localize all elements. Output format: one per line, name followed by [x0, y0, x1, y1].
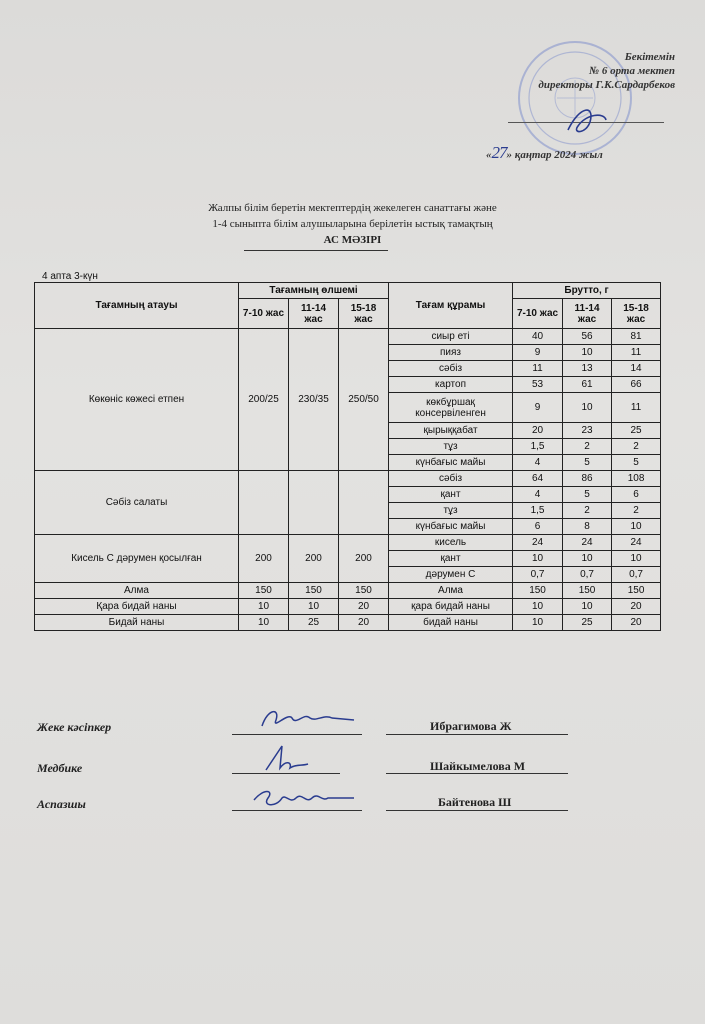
dish-name-cell: Кисель С дәрумен қосылған	[35, 535, 239, 583]
brutto-cell: 1,5	[513, 439, 563, 455]
brutto-cell: 5	[563, 455, 612, 471]
header-brutto-age1: 7-10 жас	[513, 299, 563, 329]
portion-cell: 200	[339, 535, 389, 583]
signature-name-entrepreneur: Ибрагимова Ж	[430, 719, 512, 733]
brutto-cell: 1,5	[513, 503, 563, 519]
brutto-cell: 20	[612, 599, 661, 615]
brutto-cell: 13	[563, 361, 612, 377]
table-row	[35, 471, 661, 487]
ingredient-cell: сиыр еті	[389, 329, 513, 345]
signature-entrepreneur	[258, 704, 358, 734]
signature-role-entrepreneur: Жеке кәсіпкер	[37, 720, 112, 734]
portion-cell: 20	[339, 599, 389, 615]
brutto-cell: 11	[513, 361, 563, 377]
brutto-cell: 0,7	[513, 567, 563, 583]
header-dish-name: Тағамның атауы	[35, 283, 239, 329]
ingredient-cell: қант	[389, 487, 513, 503]
portion-cell: 250/50	[339, 329, 389, 471]
brutto-cell: 24	[513, 535, 563, 551]
brutto-cell: 5	[612, 455, 661, 471]
ingredient-cell: қант	[389, 551, 513, 567]
brutto-cell: 53	[513, 377, 563, 393]
name-line-entrepreneur	[386, 734, 568, 735]
brutto-cell: 10	[513, 599, 563, 615]
ingredient-cell: қырыққабат	[389, 423, 513, 439]
brutto-cell: 6	[513, 519, 563, 535]
portion-cell: 20	[339, 615, 389, 631]
table-row	[35, 329, 661, 345]
brutto-cell: 20	[612, 615, 661, 631]
brutto-cell: 150	[513, 583, 563, 599]
brutto-cell: 25	[612, 423, 661, 439]
ingredient-cell: тұз	[389, 503, 513, 519]
brutto-cell: 66	[612, 377, 661, 393]
approval-line-3: директоры Г.К.Сардарбеков	[538, 79, 675, 91]
portion-cell	[289, 471, 339, 535]
ingredient-cell: пияз	[389, 345, 513, 361]
brutto-cell: 10	[612, 519, 661, 535]
brutto-cell: 10	[513, 551, 563, 567]
portion-cell	[239, 471, 289, 535]
brutto-cell: 10	[563, 393, 612, 423]
signature-role-nurse: Медбике	[37, 761, 83, 775]
dish-name-cell: Сәбіз салаты	[35, 471, 239, 535]
approval-date: «27» қаңтар 2024 жыл	[486, 143, 603, 162]
portion-cell	[339, 471, 389, 535]
portion-cell: 200/25	[239, 329, 289, 471]
approval-line-1: Бекітемін	[624, 51, 675, 63]
signature-line-entrepreneur	[232, 734, 362, 735]
brutto-cell: 8	[563, 519, 612, 535]
brutto-cell: 61	[563, 377, 612, 393]
brutto-cell: 40	[513, 329, 563, 345]
ingredient-cell: кисель	[389, 535, 513, 551]
signature-name-cook: Байтенова Ш	[438, 795, 512, 809]
brutto-cell: 10	[563, 551, 612, 567]
ingredient-cell: Алма	[389, 583, 513, 599]
brutto-cell: 4	[513, 455, 563, 471]
approval-date-day: 27	[491, 143, 507, 162]
header-portion: Тағамның өлшемі	[239, 283, 389, 299]
brutto-cell: 2	[612, 503, 661, 519]
brutto-cell: 10	[513, 615, 563, 631]
brutto-cell: 81	[612, 329, 661, 345]
brutto-cell: 56	[563, 329, 612, 345]
ingredient-cell: күнбағыс майы	[389, 455, 513, 471]
table-row	[35, 599, 661, 615]
ingredient-cell: бидай наны	[389, 615, 513, 631]
portion-cell: 10	[289, 599, 339, 615]
header-portion-age3: 15-18 жас	[339, 299, 389, 329]
portion-cell: 200	[239, 535, 289, 583]
brutto-cell: 11	[612, 393, 661, 423]
name-line-cook	[386, 810, 568, 811]
brutto-cell: 10	[563, 345, 612, 361]
approval-block	[505, 50, 675, 92]
menu-table-body	[35, 329, 661, 631]
brutto-cell: 6	[612, 487, 661, 503]
title-underline	[244, 250, 388, 251]
portion-cell: 10	[239, 615, 289, 631]
brutto-cell: 150	[612, 583, 661, 599]
ingredient-cell: көкбұршақ консервіленген	[389, 393, 513, 423]
brutto-cell: 9	[513, 393, 563, 423]
ingredient-cell: тұз	[389, 439, 513, 455]
brutto-cell: 64	[513, 471, 563, 487]
ingredient-cell: сәбіз	[389, 471, 513, 487]
brutto-cell: 24	[612, 535, 661, 551]
brutto-cell: 150	[563, 583, 612, 599]
brutto-cell: 10	[563, 599, 612, 615]
brutto-cell: 23	[563, 423, 612, 439]
page-title: АС МӘЗІРІ	[323, 234, 382, 246]
signature-role-cook: Аспазшы	[37, 797, 86, 811]
brutto-cell: 2	[563, 439, 612, 455]
brutto-cell: 14	[612, 361, 661, 377]
title-line-1: Жалпы білім беретін мектептердің жекелеген санаттағы және	[208, 202, 497, 214]
header-composition: Тағам құрамы	[389, 283, 513, 329]
brutto-cell: 4	[513, 487, 563, 503]
brutto-cell: 2	[612, 439, 661, 455]
ingredient-cell: қара бидай наны	[389, 599, 513, 615]
portion-cell: 10	[239, 599, 289, 615]
brutto-cell: 2	[563, 503, 612, 519]
header-portion-age2: 11-14 жас	[289, 299, 339, 329]
header-brutto: Брутто, г	[513, 283, 661, 299]
brutto-cell: 24	[563, 535, 612, 551]
header-brutto-age2: 11-14 жас	[563, 299, 612, 329]
ingredient-cell: картоп	[389, 377, 513, 393]
brutto-cell: 0,7	[563, 567, 612, 583]
signature-nurse	[256, 742, 316, 774]
brutto-cell: 11	[612, 345, 661, 361]
dish-name-cell: Алма	[35, 583, 239, 599]
ingredient-cell: сәбіз	[389, 361, 513, 377]
portion-cell: 230/35	[289, 329, 339, 471]
director-signature	[560, 100, 610, 140]
brutto-cell: 0,7	[612, 567, 661, 583]
dish-name-cell: Бидай наны	[35, 615, 239, 631]
header-brutto-age3: 15-18 жас	[612, 299, 661, 329]
signature-name-nurse: Шайкымелова М	[430, 759, 526, 773]
portion-cell: 200	[289, 535, 339, 583]
portion-cell: 25	[289, 615, 339, 631]
signature-cook	[250, 786, 360, 812]
portion-cell: 150	[239, 583, 289, 599]
dish-name-cell: Қара бидай наны	[35, 599, 239, 615]
portion-cell: 150	[339, 583, 389, 599]
portion-cell: 150	[289, 583, 339, 599]
title-line-2: 1-4 сыныпта білім алушыларына берілетін ыстық тамақтың	[212, 218, 493, 230]
approval-line-2: № 6 орта мектеп	[589, 65, 675, 77]
brutto-cell: 5	[563, 487, 612, 503]
ingredient-cell: күнбағыс майы	[389, 519, 513, 535]
table-row	[35, 615, 661, 631]
table-row	[35, 535, 661, 551]
table-row	[35, 583, 661, 599]
brutto-cell: 10	[612, 551, 661, 567]
brutto-cell: 25	[563, 615, 612, 631]
brutto-cell: 9	[513, 345, 563, 361]
header-portion-age1: 7-10 жас	[239, 299, 289, 329]
brutto-cell: 108	[612, 471, 661, 487]
week-day-label: 4 апта 3-күн	[42, 271, 98, 282]
approval-date-rest: қаңтар 2024 жыл	[514, 149, 603, 161]
ingredient-cell: дәрумен С	[389, 567, 513, 583]
brutto-cell: 20	[513, 423, 563, 439]
dish-name-cell: Көкөніс көжесі етпен	[35, 329, 239, 471]
menu-table	[34, 282, 661, 631]
brutto-cell: 86	[563, 471, 612, 487]
